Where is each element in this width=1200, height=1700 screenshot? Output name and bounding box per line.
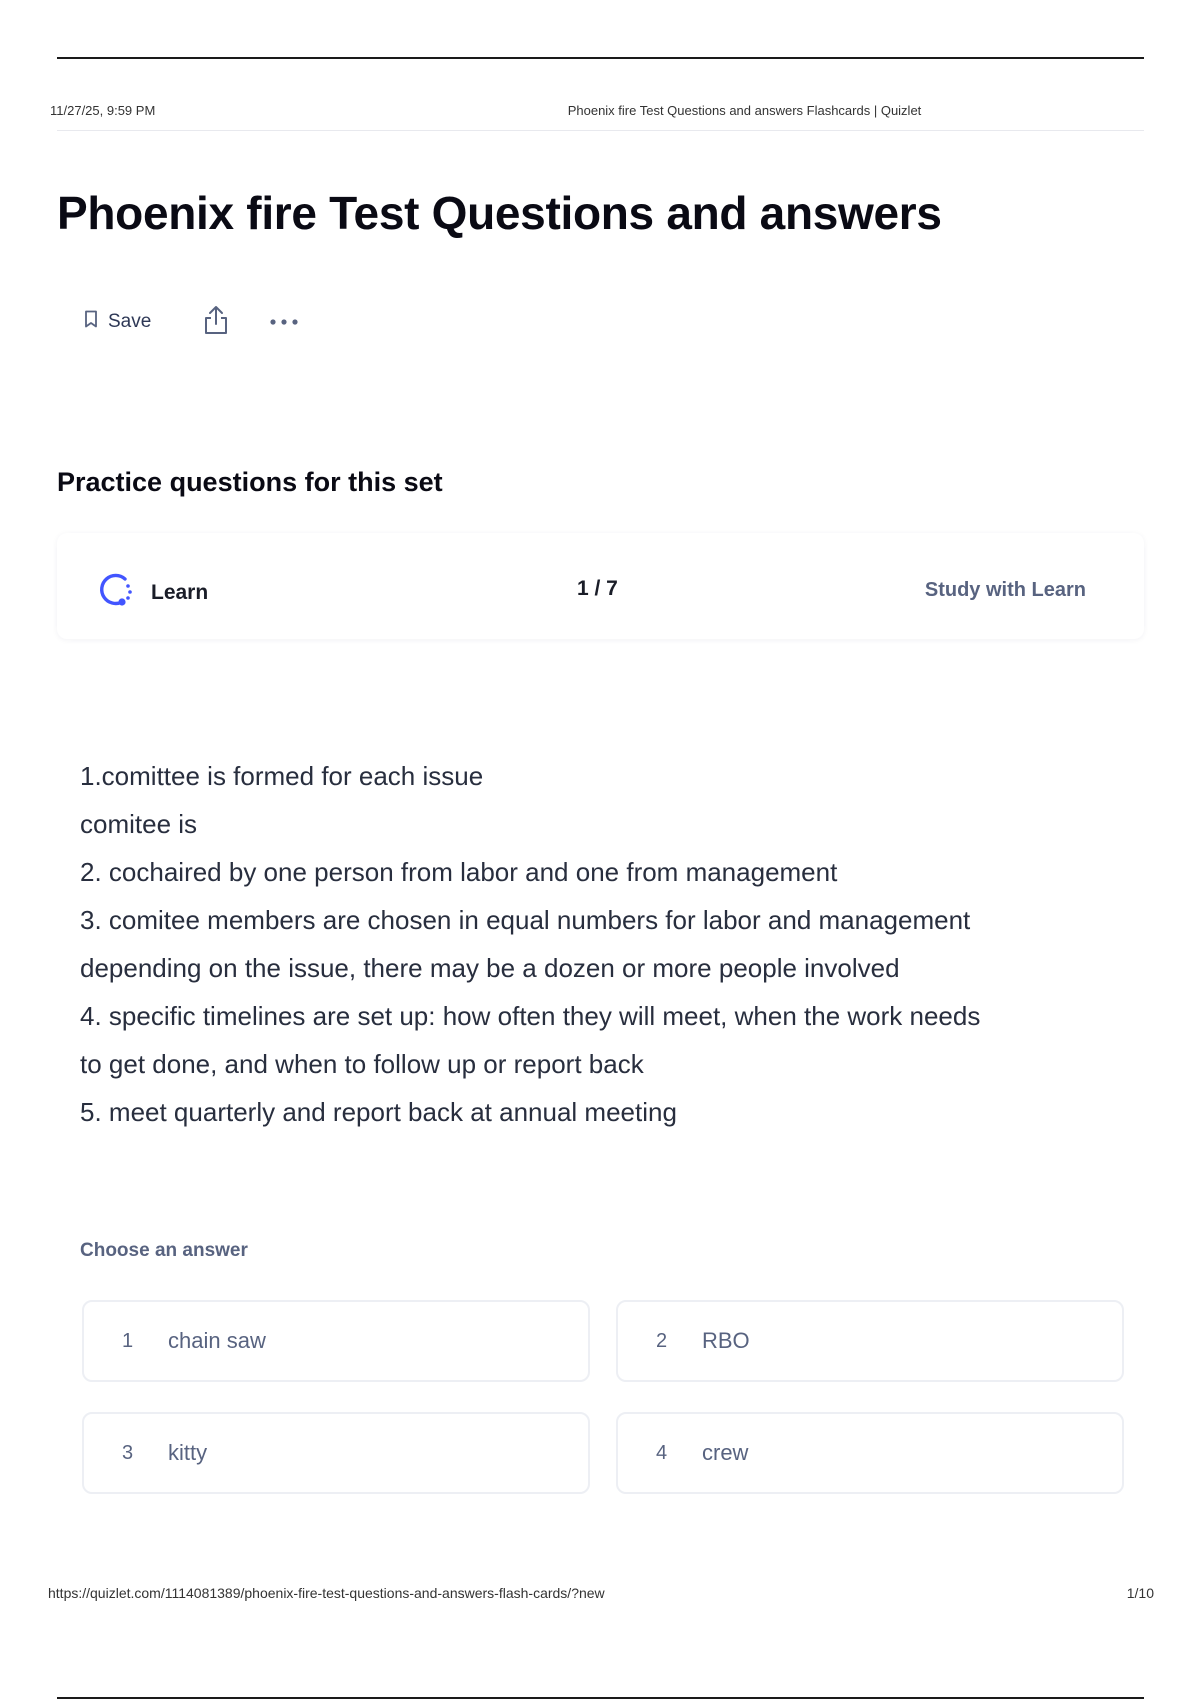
print-header (50, 103, 1146, 121)
answer-number: 3 (122, 1441, 134, 1464)
question-line: to get done, and when to follow up or report back (80, 1049, 644, 1079)
answer-option-1[interactable] (82, 1300, 590, 1382)
print-page-number: 1/10 (1126, 1585, 1154, 1601)
page-top-rule (57, 57, 1144, 59)
answer-number: 4 (656, 1441, 668, 1464)
question-line: 4. specific timelines are set up: how often they will meet, when the work needs (80, 1001, 981, 1031)
choose-answer-label: Choose an answer (80, 1240, 248, 1261)
answer-text: kitty (168, 1440, 208, 1465)
more-horizontal-icon (269, 313, 299, 331)
share-button[interactable] (203, 305, 229, 340)
answer-number: 2 (656, 1329, 668, 1352)
bookmark-icon (84, 310, 98, 334)
answer-text: chain saw (168, 1328, 266, 1353)
answer-option-2[interactable] (616, 1300, 1124, 1382)
question-text (80, 752, 1140, 1136)
more-options-button[interactable] (269, 312, 299, 332)
print-date: 11/27/25, 9:59 PM (50, 103, 156, 118)
page-title: Phoenix fire Test Questions and answers (57, 187, 942, 239)
learn-icon (95, 569, 137, 616)
print-document-title: Phoenix fire Test Questions and answers Flashcards | Quizlet (567, 103, 922, 118)
question-line: 1.comittee is formed for each issue (80, 761, 484, 791)
answer-text: crew (702, 1440, 749, 1465)
question-line: depending on the issue, there may be a dozen or more people involved (80, 953, 900, 983)
save-button[interactable] (84, 310, 151, 334)
question-line: 2. cochaired by one person from labor and one from management (80, 857, 838, 887)
answer-option-4[interactable] (616, 1412, 1124, 1494)
learn-mode-bar (57, 533, 1144, 639)
question-progress: 1 / 7 (577, 577, 618, 600)
answer-option-3[interactable] (82, 1412, 590, 1494)
study-with-learn-link[interactable]: Study with Learn (924, 579, 1086, 601)
learn-mode-label-group (95, 569, 208, 616)
page-bottom-rule (57, 1697, 1144, 1699)
learn-mode-label: Learn (151, 580, 209, 604)
question-line: comitee is (80, 809, 198, 839)
answer-text: RBO (702, 1328, 750, 1353)
practice-section-title: Practice questions for this set (57, 467, 443, 497)
print-footer-url: https://quizlet.com/1114081389/phoenix-fire-test-questions-and-answers-flash-cards/?new (48, 1585, 605, 1601)
set-actions-toolbar (84, 306, 299, 338)
answer-number: 1 (122, 1329, 134, 1352)
question-line: 3. comitee members are chosen in equal numbers for labor and management (80, 905, 971, 935)
save-label: Save (108, 311, 152, 332)
share-icon (203, 305, 229, 340)
header-divider (57, 130, 1144, 131)
question-line: 5. meet quarterly and report back at annual meeting (80, 1097, 677, 1127)
